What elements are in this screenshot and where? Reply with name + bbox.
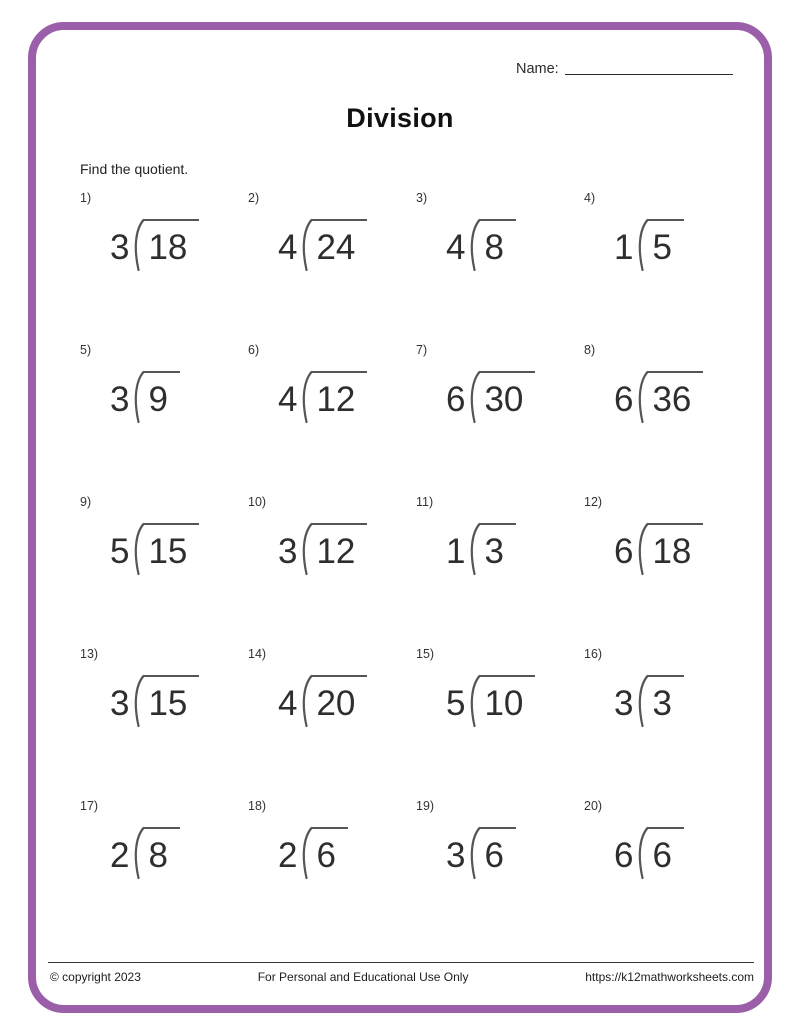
divisor: 5	[446, 684, 466, 723]
problem-number: 2)	[248, 191, 260, 205]
division-bracket-icon	[634, 523, 649, 575]
division-bracket-icon	[634, 827, 649, 879]
divisor: 6	[614, 380, 634, 419]
dividend: 12	[312, 371, 367, 417]
division-expression	[614, 675, 684, 727]
division-problem-16	[584, 647, 756, 799]
division-expression	[446, 371, 535, 423]
division-expression	[614, 371, 703, 423]
problem-number: 7)	[416, 343, 428, 357]
divisor: 3	[110, 380, 130, 419]
problem-number: 1)	[80, 191, 92, 205]
footer-website-link[interactable]: https://k12mathworksheets.com	[585, 970, 754, 984]
problem-number: 12)	[584, 495, 603, 509]
division-expression	[446, 219, 516, 271]
division-bracket-icon	[130, 675, 145, 727]
division-problem-2	[248, 191, 416, 343]
divisor: 1	[614, 228, 634, 267]
divisor: 2	[110, 836, 130, 875]
division-bracket-icon	[130, 827, 145, 879]
problem-number: 14)	[248, 647, 267, 661]
division-expression	[446, 675, 535, 727]
divisor: 3	[446, 836, 466, 875]
division-problem-8	[584, 343, 756, 495]
dividend: 18	[144, 219, 199, 265]
division-problem-1	[80, 191, 248, 343]
footer	[50, 970, 754, 984]
problem-number: 4)	[584, 191, 596, 205]
name-blank-line	[565, 73, 733, 75]
divisor: 4	[446, 228, 466, 267]
division-bracket-icon	[298, 219, 313, 271]
division-bracket-icon	[130, 523, 145, 575]
division-problem-4	[584, 191, 756, 343]
page-title: Division	[346, 103, 454, 133]
dividend: 8	[480, 219, 515, 265]
division-bracket-icon	[634, 371, 649, 423]
problem-number: 13)	[80, 647, 99, 661]
divisor: 4	[278, 228, 298, 267]
division-expression	[278, 675, 367, 727]
dividend: 8	[144, 827, 179, 873]
divisor: 3	[110, 228, 130, 267]
footer-divider	[48, 962, 754, 963]
division-problem-17	[80, 799, 248, 951]
division-bracket-icon	[466, 675, 481, 727]
divisor: 6	[446, 380, 466, 419]
problems-grid	[80, 191, 756, 951]
dividend: 3	[648, 675, 683, 721]
problem-number: 17)	[80, 799, 99, 813]
problem-number: 20)	[584, 799, 603, 813]
divisor: 3	[278, 532, 298, 571]
dividend: 24	[312, 219, 367, 265]
division-bracket-icon	[130, 371, 145, 423]
division-bracket-icon	[298, 371, 313, 423]
division-bracket-icon	[298, 675, 313, 727]
division-problem-14	[248, 647, 416, 799]
division-bracket-icon	[298, 827, 313, 879]
divisor: 6	[614, 532, 634, 571]
dividend: 3	[480, 523, 515, 569]
dividend: 6	[312, 827, 347, 873]
dividend: 5	[648, 219, 683, 265]
dividend: 9	[144, 371, 179, 417]
dividend: 30	[480, 371, 535, 417]
dividend: 15	[144, 523, 199, 569]
division-problem-11	[416, 495, 584, 647]
division-bracket-icon	[466, 371, 481, 423]
division-problem-6	[248, 343, 416, 495]
division-expression	[278, 371, 367, 423]
division-problem-12	[584, 495, 756, 647]
division-problem-15	[416, 647, 584, 799]
division-bracket-icon	[466, 827, 481, 879]
division-expression	[614, 523, 703, 575]
problem-number: 9)	[80, 495, 92, 509]
divisor: 4	[278, 684, 298, 723]
division-expression	[110, 675, 199, 727]
division-problem-13	[80, 647, 248, 799]
name-line	[516, 61, 733, 77]
problem-number: 8)	[584, 343, 596, 357]
division-expression	[110, 827, 180, 879]
name-label: Name:	[516, 61, 559, 77]
problem-number: 6)	[248, 343, 260, 357]
problem-number: 5)	[80, 343, 92, 357]
division-expression	[110, 523, 199, 575]
division-expression	[110, 219, 199, 271]
instruction-text: Find the quotient.	[80, 161, 189, 177]
division-problem-9	[80, 495, 248, 647]
footer-copyright: © copyright 2023	[50, 970, 141, 984]
dividend: 36	[648, 371, 703, 417]
divisor: 3	[614, 684, 634, 723]
problem-number: 19)	[416, 799, 435, 813]
dividend: 12	[312, 523, 367, 569]
problem-number: 11)	[416, 495, 434, 509]
divisor: 4	[278, 380, 298, 419]
division-problem-5	[80, 343, 248, 495]
dividend: 10	[480, 675, 535, 721]
problem-number: 15)	[416, 647, 435, 661]
division-problem-7	[416, 343, 584, 495]
division-expression	[446, 827, 516, 879]
problem-number: 10)	[248, 495, 267, 509]
divisor: 5	[110, 532, 130, 571]
division-expression	[278, 219, 367, 271]
division-bracket-icon	[298, 523, 313, 575]
division-problem-19	[416, 799, 584, 951]
division-expression	[110, 371, 180, 423]
dividend: 6	[480, 827, 515, 873]
division-expression	[614, 219, 684, 271]
division-problem-18	[248, 799, 416, 951]
problem-number: 3)	[416, 191, 428, 205]
division-bracket-icon	[634, 219, 649, 271]
divisor: 3	[110, 684, 130, 723]
division-expression	[278, 827, 348, 879]
dividend: 6	[648, 827, 683, 873]
dividend: 20	[312, 675, 367, 721]
division-expression	[614, 827, 684, 879]
division-bracket-icon	[466, 219, 481, 271]
divisor: 1	[446, 532, 466, 571]
division-problem-20	[584, 799, 756, 951]
divisor: 2	[278, 836, 298, 875]
divisor: 6	[614, 836, 634, 875]
problem-number: 18)	[248, 799, 267, 813]
division-bracket-icon	[466, 523, 481, 575]
division-bracket-icon	[634, 675, 649, 727]
footer-usage-note: For Personal and Educational Use Only	[257, 970, 469, 984]
division-problem-10	[248, 495, 416, 647]
division-expression	[278, 523, 367, 575]
problem-number: 16)	[584, 647, 603, 661]
dividend: 18	[648, 523, 703, 569]
division-expression	[446, 523, 516, 575]
division-bracket-icon	[130, 219, 145, 271]
dividend: 15	[144, 675, 199, 721]
division-problem-3	[416, 191, 584, 343]
